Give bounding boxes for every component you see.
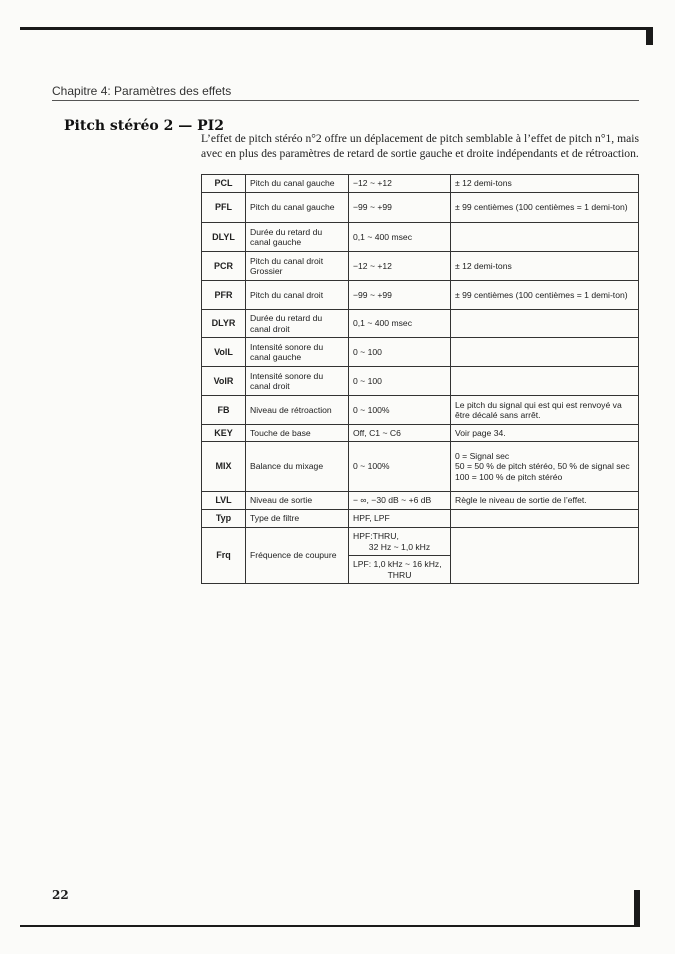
chapter-rule [52, 100, 639, 101]
param-cell: VolR [202, 367, 246, 396]
range-cell-lpf [349, 556, 451, 584]
note-cell: Voir page 34. [451, 425, 639, 442]
desc-cell: Durée du retard du canal droit [246, 310, 349, 338]
range-line: 32 Hz ~ 1,0 kHz [368, 541, 431, 552]
desc-cell: Pitch du canal gauche [246, 193, 349, 223]
param-cell: MIX [202, 442, 246, 492]
desc-cell: Durée du retard du canal gauche [246, 223, 349, 252]
note-cell: Règle le niveau de sortie de l’effet. [451, 492, 639, 510]
range-cell: HPF, LPF [349, 510, 451, 528]
desc-cell: Niveau de rétroaction [246, 396, 349, 425]
table-row [202, 338, 639, 367]
table-row [202, 175, 639, 193]
range-cell: 0 ~ 100 [349, 338, 451, 367]
note-cell [451, 223, 639, 252]
desc-cell: Intensité sonore du canal droit [246, 367, 349, 396]
note-cell [451, 442, 639, 492]
range-cell: 0 ~ 100% [349, 396, 451, 425]
range-cell: −99 ~ +99 [349, 281, 451, 310]
range-line: LPF: 1,0 kHz ~ 16 kHz, [353, 559, 442, 569]
range-cell-hpf [349, 528, 451, 556]
section-title: Pitch stéréo 2 — PI2 [64, 118, 224, 134]
top-rule [20, 27, 649, 30]
desc-cell: Pitch du canal droit [246, 281, 349, 310]
note-cell [451, 367, 639, 396]
table-row [202, 252, 639, 281]
range-cell: 0 ~ 100% [349, 442, 451, 492]
range-line: THRU [387, 569, 412, 580]
table-row [202, 193, 639, 223]
param-cell: DLYL [202, 223, 246, 252]
table-row [202, 310, 639, 338]
table-row [202, 442, 639, 492]
range-line: HPF:THRU, [353, 531, 399, 541]
note-cell: ± 12 demi-tons [451, 252, 639, 281]
param-cell: PCR [202, 252, 246, 281]
table-row [202, 367, 639, 396]
range-cell: −12 ~ +12 [349, 252, 451, 281]
range-cell: 0,1 ~ 400 msec [349, 223, 451, 252]
param-cell: PCL [202, 175, 246, 193]
param-cell: LVL [202, 492, 246, 510]
param-cell: KEY [202, 425, 246, 442]
note-cell [451, 310, 639, 338]
range-cell: − ∞, −30 dB ~ +6 dB [349, 492, 451, 510]
note-line: 0 = Signal sec [455, 450, 510, 461]
desc-cell: Pitch du canal gauche [246, 175, 349, 193]
desc-cell: Pitch du canal droit Grossier [246, 252, 349, 281]
intro-paragraph: L’effet de pitch stéréo n°2 offre un déplacement de pitch semblable à l’effet de pitch n°1, mais avec en plus des paramètres de retard de sortie gauche et droite indépendants et de rétroaction. [201, 132, 639, 160]
top-corner-mark [646, 27, 653, 45]
table-row [202, 396, 639, 425]
param-cell: VolL [202, 338, 246, 367]
note-cell: ± 99 centièmes (100 centièmes = 1 demi-ton) [451, 281, 639, 310]
note-line: 100 = 100 % de pitch stéréo [455, 471, 563, 482]
note-cell: ± 12 demi-tons [451, 175, 639, 193]
parameter-table [201, 174, 639, 584]
range-cell: 0 ~ 100 [349, 367, 451, 396]
range-cell: −12 ~ +12 [349, 175, 451, 193]
range-cell: 0,1 ~ 400 msec [349, 310, 451, 338]
desc-cell: Fréquence de coupure [246, 528, 349, 584]
desc-cell: Type de filtre [246, 510, 349, 528]
note-line: 50 = 50 % de pitch stéréo, 50 % de signal sec [455, 461, 630, 472]
table-row [202, 425, 639, 442]
param-cell: Typ [202, 510, 246, 528]
param-cell: FB [202, 396, 246, 425]
desc-cell: Intensité sonore du canal gauche [246, 338, 349, 367]
param-cell: PFL [202, 193, 246, 223]
param-cell: Frq [202, 528, 246, 584]
chapter-heading: Chapitre 4: Paramètres des effets [52, 84, 232, 98]
note-cell: ± 99 centièmes (100 centièmes = 1 demi-ton) [451, 193, 639, 223]
table-row [202, 510, 639, 528]
page-number: 22 [52, 888, 69, 902]
note-cell: Le pitch du signal qui est qui est renvoyé va être décalé sans arrêt. [451, 396, 639, 425]
desc-cell: Touche de base [246, 425, 349, 442]
param-cell: PFR [202, 281, 246, 310]
table-row [202, 492, 639, 510]
note-cell [451, 338, 639, 367]
table-row [202, 528, 639, 556]
range-cell: −99 ~ +99 [349, 193, 451, 223]
bottom-rule [20, 925, 640, 927]
note-cell [451, 528, 639, 584]
desc-cell: Niveau de sortie [246, 492, 349, 510]
table-row [202, 223, 639, 252]
table-row [202, 281, 639, 310]
bottom-corner-mark [634, 890, 640, 926]
range-cell: Off, C1 ~ C6 [349, 425, 451, 442]
note-cell [451, 510, 639, 528]
desc-cell: Balance du mixage [246, 442, 349, 492]
param-cell: DLYR [202, 310, 246, 338]
